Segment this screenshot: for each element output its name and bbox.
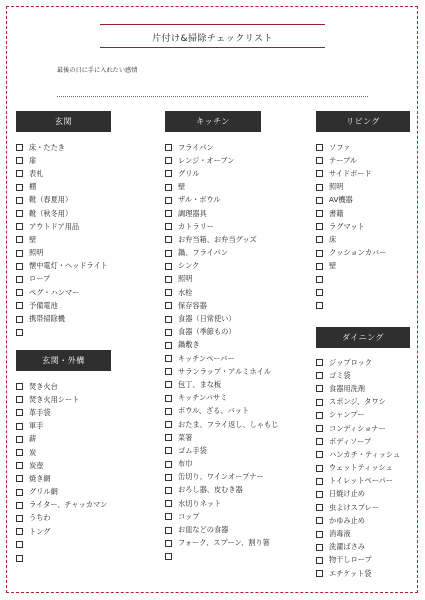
checklist-item-label: レンジ・オーブン [178, 155, 235, 165]
checklist-item-label: 焚き火台 [29, 381, 58, 391]
checklist-item-label: カトラリー [178, 221, 214, 231]
checklist-item-label: 食器（日常使い） [178, 314, 236, 324]
checklist-item [165, 220, 315, 233]
checklist-item [165, 523, 315, 536]
checklist-item-label: 懐中電灯・ヘッドライト [29, 261, 108, 271]
item-list-living [316, 141, 416, 312]
checkbox[interactable] [316, 438, 323, 445]
checklist-item-label: ラグマット [329, 221, 365, 231]
section-header-kitchen: キッチン [165, 111, 261, 132]
checkbox[interactable] [316, 491, 323, 498]
checklist-item [16, 326, 156, 339]
checkbox[interactable] [165, 250, 172, 257]
checklist-item [16, 299, 156, 312]
memo-line [57, 96, 368, 97]
checkbox[interactable] [316, 531, 323, 538]
checklist-item-label: グリル [178, 168, 200, 178]
checkbox[interactable] [16, 276, 23, 283]
checklist-item [16, 286, 156, 299]
checkbox[interactable] [316, 263, 323, 270]
checkbox[interactable] [165, 434, 172, 441]
checklist-item [165, 458, 315, 471]
checkbox[interactable] [316, 385, 323, 392]
checklist-item [316, 554, 418, 567]
checklist-item-label: コンディショナー [329, 423, 386, 433]
checkbox[interactable] [165, 342, 172, 349]
checkbox[interactable] [16, 157, 23, 164]
section-header-genkan-gaikou: 玄関・外構 [16, 350, 111, 371]
checklist-item-label: エチケット袋 [329, 568, 372, 578]
checklist-item [16, 154, 156, 167]
checklist-item [316, 501, 418, 514]
checklist-item [316, 167, 416, 180]
checklist-item [316, 514, 418, 527]
checkbox[interactable] [165, 170, 172, 177]
checklist-item-label: 照明 [329, 182, 344, 192]
checkbox[interactable] [316, 250, 323, 257]
checklist-item [165, 392, 315, 405]
checklist-item [316, 567, 418, 580]
checklist-item-label: スポンジ、タワシ [329, 397, 386, 407]
checklist-item-label: 物干しロープ [329, 555, 372, 565]
checklist-item [165, 339, 315, 352]
checklist-item-label: コップ [178, 511, 200, 521]
checklist-item [165, 550, 315, 563]
checklist-item [165, 141, 315, 154]
checkbox[interactable] [16, 541, 23, 548]
checklist-item [316, 207, 416, 220]
checklist-item-label: 靴（春夏用） [29, 195, 73, 205]
checklist-item-label: 扉 [29, 155, 37, 165]
checklist-item [16, 233, 156, 246]
checklist-item [16, 312, 156, 325]
title-rule-top [100, 24, 325, 25]
checkbox[interactable] [316, 451, 323, 458]
checkbox[interactable] [165, 316, 172, 323]
checkbox[interactable] [16, 236, 23, 243]
checkbox[interactable] [316, 184, 323, 191]
checklist-item [165, 154, 315, 167]
checkbox[interactable] [165, 144, 172, 151]
checklist-item-label: 炭 [29, 447, 37, 457]
checkbox[interactable] [16, 396, 23, 403]
checklist-item-label: 菜箸 [178, 432, 193, 442]
checklist-item-label: シンク [178, 261, 200, 271]
checkbox[interactable] [165, 157, 172, 164]
checklist-item [165, 273, 315, 286]
checklist-item [316, 396, 418, 409]
checklist-item-label: 食器用洗剤 [329, 383, 365, 393]
checklist-item-label: お弁当箱、お弁当グッズ [178, 234, 257, 244]
checklist-item [165, 286, 315, 299]
checklist-item [316, 286, 416, 299]
checklist-item [165, 326, 315, 339]
checklist-item [165, 352, 315, 365]
page-title: 片付け&掃除チェックリスト [151, 34, 274, 44]
checkbox[interactable] [165, 474, 172, 481]
checklist-item [316, 382, 418, 395]
checklist-item [16, 207, 156, 220]
checklist-item [165, 497, 315, 510]
checklist-item [316, 194, 416, 207]
checklist-item-label: 調理器具 [178, 208, 207, 218]
checklist-item-label: クッションカバー [329, 248, 387, 258]
checklist-item-label: 床 [329, 234, 337, 244]
checklist-item [16, 260, 156, 273]
item-list-dining [316, 356, 418, 580]
checkbox[interactable] [16, 223, 23, 230]
checklist-item [16, 486, 156, 499]
checkbox[interactable] [316, 544, 323, 551]
checkbox[interactable] [165, 223, 172, 230]
checklist-item-label: フライパン [178, 142, 214, 152]
checkbox[interactable] [316, 197, 323, 204]
checklist-item [316, 247, 416, 260]
checklist-item-label: 水栓 [178, 287, 193, 297]
checkbox[interactable] [316, 359, 323, 366]
checklist-item-label: ソファ [329, 142, 351, 152]
checklist-item-label: キッチンペーパー [178, 353, 235, 363]
checkbox[interactable] [16, 383, 23, 390]
checkbox[interactable] [165, 540, 172, 547]
checklist-item [316, 435, 418, 448]
checkbox[interactable] [165, 236, 172, 243]
checklist-item-label: 保存容器 [178, 300, 207, 310]
checkbox[interactable] [16, 144, 23, 151]
checkbox[interactable] [165, 210, 172, 217]
checklist-item [316, 541, 418, 554]
item-list-genkan-gaikou [16, 380, 156, 565]
checklist-item [316, 422, 418, 435]
checklist-item-label: 棚 [29, 182, 37, 192]
checklist-item [165, 233, 315, 246]
checkbox[interactable] [165, 329, 172, 336]
checklist-item [316, 356, 418, 369]
checkbox[interactable] [16, 210, 23, 217]
checklist-item [316, 233, 416, 246]
checklist-item-label: ライター、チャッカマン [29, 500, 108, 510]
section-header-genkan: 玄関 [16, 111, 111, 132]
checkbox[interactable] [316, 517, 323, 524]
checkbox[interactable] [316, 144, 323, 151]
checklist-item [16, 499, 156, 512]
checklist-item [165, 181, 315, 194]
checklist-item-label: 食器（季節もの） [178, 327, 236, 337]
checklist-item [165, 299, 315, 312]
checkbox[interactable] [16, 302, 23, 309]
item-list-kitchen [165, 141, 315, 563]
checklist-item-label: 壁 [29, 234, 37, 244]
checklist-item-label: AV機器 [329, 195, 353, 205]
checkbox[interactable] [316, 276, 323, 283]
checklist-item-label: フォーク、スプーン、割り箸 [178, 538, 270, 548]
checklist-item [16, 472, 156, 485]
checkbox[interactable] [316, 223, 323, 230]
checklist-item-label: 消毒液 [329, 529, 351, 539]
checklist-item-label: テーブル [329, 155, 358, 165]
checklist-item [316, 299, 416, 312]
checklist-item [165, 365, 315, 378]
checklist-item-label: 焚き火用シート [29, 394, 80, 404]
checkbox[interactable] [16, 528, 23, 535]
checkbox[interactable] [16, 515, 23, 522]
checklist-item-label: 鍋敷き [178, 340, 200, 350]
checklist-item [16, 220, 156, 233]
checklist-item [165, 471, 315, 484]
item-list-genkan [16, 141, 156, 339]
checklist-item [16, 433, 156, 446]
section-header-dining: ダイニング [316, 327, 410, 348]
checkbox[interactable] [165, 513, 172, 520]
checklist-item [316, 475, 418, 488]
checklist-item [16, 446, 156, 459]
checkbox[interactable] [165, 184, 172, 191]
checklist-item-label: 布巾 [178, 459, 193, 469]
checklist-item [165, 537, 315, 550]
checkbox[interactable] [16, 197, 23, 204]
checklist-item-label: ボウル、ざる、バット [178, 406, 250, 416]
checklist-item-label: 照明 [29, 248, 44, 258]
checklist-item [165, 167, 315, 180]
checklist-item-label: 壁 [329, 261, 337, 271]
checklist-item-label: サランラップ・アルミホイル [178, 366, 272, 376]
checklist-item-label: 床・たたき [29, 142, 65, 152]
checkbox[interactable] [16, 555, 23, 562]
checkbox[interactable] [165, 355, 172, 362]
checklist-item-label: 炭壺 [29, 460, 44, 470]
checklist-item [316, 181, 416, 194]
checklist-item-label: ペグ・ハンマー [29, 287, 80, 297]
checkbox[interactable] [16, 184, 23, 191]
checklist-item [16, 551, 156, 564]
checklist-item-label: ゴム手袋 [178, 445, 207, 455]
checklist-item [316, 369, 418, 382]
checklist-item-label: おたま、フライ返し、しゃもじ [178, 419, 279, 429]
checklist-item-label: 焼き網 [29, 473, 51, 483]
checkbox[interactable] [165, 263, 172, 270]
checkbox[interactable] [316, 557, 323, 564]
checkbox[interactable] [165, 289, 172, 296]
checklist-item-label: シャンプー [329, 410, 365, 420]
checklist-item [316, 409, 418, 422]
checklist-item [316, 260, 416, 273]
checkbox[interactable] [165, 447, 172, 454]
checklist-item [165, 378, 315, 391]
checklist-item-label: 表札 [29, 168, 44, 178]
checklist-item [316, 273, 416, 286]
checklist-item [16, 538, 156, 551]
checklist-item-label: トイレットペーパー [329, 476, 393, 486]
checklist-item-label: 鍋、フライパン [178, 248, 228, 258]
checklist-item [316, 154, 416, 167]
checkbox[interactable] [16, 423, 23, 430]
checklist-item [16, 420, 156, 433]
checkbox[interactable] [316, 210, 323, 217]
checklist-item [16, 247, 156, 260]
checklist-item [316, 527, 418, 540]
checkbox[interactable] [316, 465, 323, 472]
checkbox[interactable] [16, 170, 23, 177]
checkbox[interactable] [316, 372, 323, 379]
memo-label: 最後の日に手に入れたい感情 [57, 67, 138, 74]
checkbox[interactable] [165, 421, 172, 428]
checklist-item [165, 312, 315, 325]
checkbox[interactable] [165, 500, 172, 507]
checklist-item-label: 包丁、まな板 [178, 379, 222, 389]
checklist-item [165, 260, 315, 273]
checklist-item-label: うちわ [29, 513, 51, 523]
checkbox[interactable] [316, 425, 323, 432]
checklist-item-label: 水切りネット [178, 498, 222, 508]
checklist-item-label: キッチンバサミ [178, 393, 228, 403]
checkbox[interactable] [165, 487, 172, 494]
checkbox[interactable] [316, 570, 323, 577]
checklist-item-label: 薪 [29, 434, 37, 444]
checkbox[interactable] [165, 368, 172, 375]
checkbox[interactable] [165, 395, 172, 402]
checklist-item-label: グリル網 [29, 487, 58, 497]
checklist-item-label: アウトドア用品 [29, 221, 80, 231]
checklist-item-label: ボディソープ [329, 436, 372, 446]
checklist-item [316, 448, 418, 461]
checklist-item-label: 書籍 [329, 208, 344, 218]
checklist-item-label: 虫よけスプレー [329, 502, 380, 512]
checkbox[interactable] [16, 263, 23, 270]
checklist-item-label: 携帯掃除機 [29, 314, 65, 324]
checklist-item [165, 431, 315, 444]
checkbox[interactable] [16, 475, 23, 482]
checklist-item-label: 洗濯ばさみ [329, 542, 365, 552]
checklist-item [16, 181, 156, 194]
checkbox[interactable] [165, 408, 172, 415]
checklist-item-label: 予備電池 [29, 300, 58, 310]
checkbox[interactable] [316, 399, 323, 406]
checkbox[interactable] [16, 289, 23, 296]
checklist-item [316, 462, 418, 475]
checkbox[interactable] [316, 236, 323, 243]
title-rule-bottom [100, 47, 325, 48]
checklist-item-label: かゆみ止め [329, 515, 365, 525]
checklist-item-label: ロープ [29, 274, 51, 284]
checkbox[interactable] [316, 157, 323, 164]
checklist-item-label: おろし器、皮むき器 [178, 485, 243, 495]
checkbox[interactable] [165, 276, 172, 283]
checklist-item [16, 512, 156, 525]
checklist-item [165, 418, 315, 431]
checklist-item [16, 525, 156, 538]
checkbox[interactable] [165, 553, 172, 560]
checkbox[interactable] [165, 461, 172, 468]
checklist-item-label: ザル・ボウル [178, 195, 221, 205]
checkbox[interactable] [16, 250, 23, 257]
checklist-item-label: ゴミ袋 [329, 370, 351, 380]
checklist-item [165, 247, 315, 260]
checklist-item [165, 484, 315, 497]
checklist-item-label: ハンカチ・ティッシュ [329, 449, 401, 459]
checkbox[interactable] [316, 504, 323, 511]
checklist-item [16, 141, 156, 154]
checklist-item-label: 靴（秋冬用） [29, 208, 73, 218]
checklist-item-label: 缶切り、ワインオープナー [178, 472, 264, 482]
checklist-item-label: サイドボード [329, 168, 372, 178]
checklist-item [316, 220, 416, 233]
checklist-item [316, 141, 416, 154]
checklist-item [16, 393, 156, 406]
checklist-item-label: お皿などの食器 [178, 525, 229, 535]
checkbox[interactable] [16, 502, 23, 509]
checkbox[interactable] [165, 302, 172, 309]
checkbox[interactable] [316, 289, 323, 296]
checkbox[interactable] [316, 302, 323, 309]
checkbox[interactable] [16, 462, 23, 469]
checkbox[interactable] [16, 489, 23, 496]
checklist-item [16, 406, 156, 419]
checkbox[interactable] [165, 527, 172, 534]
checklist-item-label: 軍手 [29, 421, 44, 431]
checkbox[interactable] [316, 412, 323, 419]
checklist-item-label: 日焼け止め [329, 489, 365, 499]
checkbox[interactable] [16, 329, 23, 336]
checklist-item [165, 207, 315, 220]
checklist-item-label: トング [29, 526, 51, 536]
checklist-item [16, 194, 156, 207]
checkbox[interactable] [165, 197, 172, 204]
checklist-item [16, 380, 156, 393]
checklist-item [16, 167, 156, 180]
checklist-item [165, 405, 315, 418]
checklist-item [165, 444, 315, 457]
checkbox[interactable] [16, 436, 23, 443]
checkbox[interactable] [165, 381, 172, 388]
section-header-living: リビング [316, 111, 410, 132]
checkbox[interactable] [16, 409, 23, 416]
checkbox[interactable] [16, 449, 23, 456]
checklist-item [316, 488, 418, 501]
checklist-item-label: ウェットティッシュ [329, 463, 393, 473]
checklist-item-label: ジップロック [329, 357, 372, 367]
checklist-item [165, 194, 315, 207]
checkbox[interactable] [316, 478, 323, 485]
checkbox[interactable] [16, 316, 23, 323]
checklist-item [16, 273, 156, 286]
checklist-item-label: 壁 [178, 182, 186, 192]
checklist-item [16, 459, 156, 472]
checkbox[interactable] [316, 170, 323, 177]
title-block [100, 24, 325, 48]
checklist-item-label: 照明 [178, 274, 193, 284]
checklist-item-label: 革手袋 [29, 407, 51, 417]
checklist-item [165, 510, 315, 523]
